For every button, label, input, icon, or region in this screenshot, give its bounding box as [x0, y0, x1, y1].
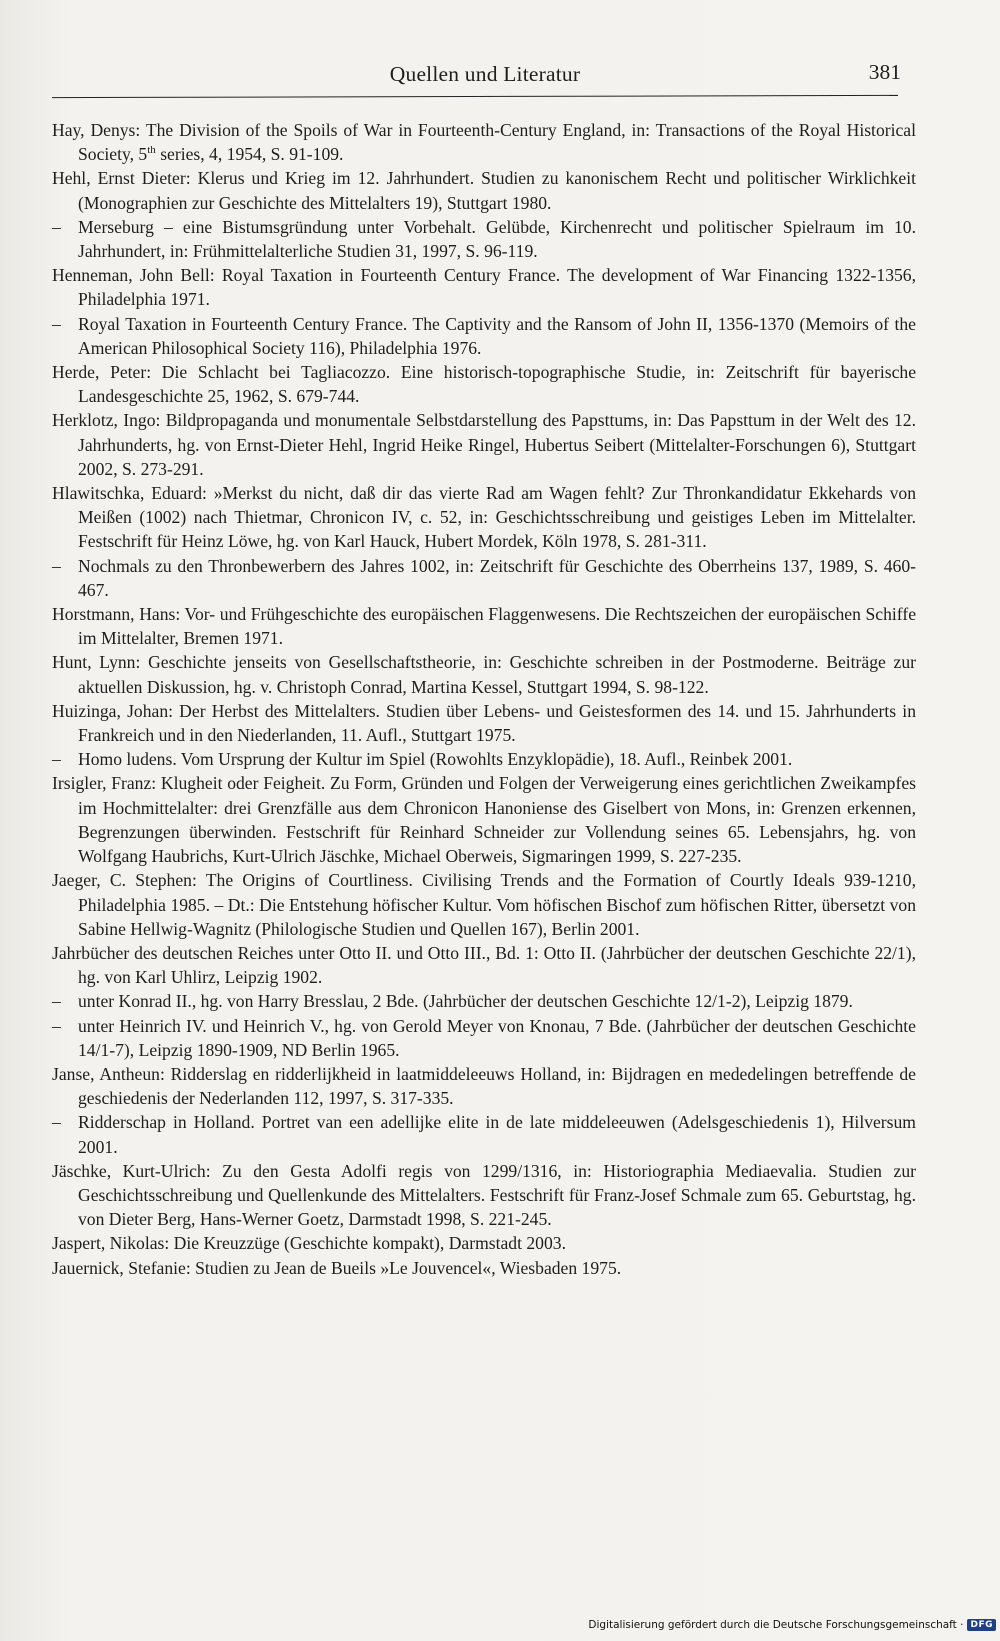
bibliography-entry [52, 1231, 916, 1255]
entry-dash: – [52, 991, 61, 1012]
footer-text: Digitalisierung gefördert durch die Deutsche Forschungsgemeinschaft · [588, 1619, 964, 1631]
bibliography-entry [52, 118, 916, 166]
bibliography-entry [52, 263, 916, 311]
page-number: 381 [868, 60, 901, 84]
entry-text: Jahrbücher des deutschen Reiches unter Otto II. und Otto III., Bd. 1: Otto II. (Jahrbücher der deutschen Geschichte 22/1), hg. von Karl Uhlirz, Leipzig 1902. [52, 942, 916, 988]
page-title: Quellen und Literatur [389, 62, 581, 86]
entry-dash: – [52, 1112, 61, 1133]
header-rule [52, 95, 898, 98]
bibliography-entry [52, 360, 916, 408]
entry-text: Janse, Antheun: Ridderslag en ridderlijkheid in laatmiddeleeuws Holland, in: Bijdragen en mededelingen betreffende de geschiedenis der Nederlanden 112, 1997, S. 317-335. [52, 1063, 916, 1109]
entry-text: Henneman, John Bell: Royal Taxation in Fourteenth Century France. The development of War Financing 1322-1356, Philadelphia 1971. [52, 265, 916, 310]
bibliography-entry-continuation [52, 312, 916, 360]
bibliography-entry [52, 602, 916, 650]
bibliography-list [52, 118, 916, 1280]
entry-text: unter Heinrich IV. und Heinrich V., hg. von Gerold Meyer von Knonau, 7 Bde. (Jahrbücher der deutschen Geschichte 14/1-7), Leipzig 1890-1909, ND Berlin 1965. [78, 1015, 916, 1060]
bibliography-entry-continuation [52, 554, 916, 602]
bibliography-entry [52, 771, 916, 868]
dfg-logo-icon: DFG [967, 1619, 996, 1631]
bibliography-entry-continuation [52, 1110, 916, 1158]
entry-text: Hay, Denys: The Division of the Spoils of War in Fourteenth-Century England, in: Transactions of the Royal Historical Society, 5th series, 4, 1954, S. 91-109. [52, 120, 916, 165]
bibliography-entry-continuation [52, 989, 916, 1013]
bibliography-entry [52, 1062, 916, 1110]
bibliography-entry-continuation [52, 1014, 916, 1062]
entry-text: Herde, Peter: Die Schlacht bei Tagliacozzo. Eine historisch-topographische Studie, in: Zeitschrift für bayerische Landesgeschichte 25, 1962, S. 679-744. [52, 362, 916, 407]
entry-text: Nochmals zu den Thronbewerbern des Jahres 1002, in: Zeitschrift für Geschichte des Oberrheins 137, 1989, S. 460-467. [78, 555, 916, 600]
bibliography-entry [52, 650, 916, 698]
entry-dash: – [52, 313, 61, 334]
entry-text: Jaspert, Nikolas: Die Kreuzzüge (Geschichte kompakt), Darmstadt 2003. [52, 1233, 566, 1254]
entry-text: Irsigler, Franz: Klugheit oder Feigheit. Zu Form, Gründen und Folgen der Verweigerung eines gerichtlichen Zweikampfes im Hochmittelalter: drei Grenzfälle aus dem Chronicon Hanoniense des Giselbert von Mons, in: Grenzen erkennen, Begrenzungen überwinden. Festschrift für Reinhard Schneider zur Vollendung seines 65. Lebensjahrs, hg. von Wolfgang Haubrichs, Kurt-Ulrich Jäschke, Michael Oberweis, Sigmaringen 1999, S. 227-235. [52, 773, 916, 867]
bibliography-entry [52, 941, 916, 989]
entry-text: Hlawitschka, Eduard: »Merkst du nicht, daß dir das vierte Rad am Wagen fehlt? Zur Thronkandidatur Ekkehards von Meißen (1002) nach Thietmar, Chronicon IV, c. 52, in: Geschichtsschreibung und geistiges Leben im Mittelalter. Festschrift für Heinz Löwe, hg. von Karl Hauck, Hubert Mordek, Köln 1978, S. 281-311. [52, 483, 916, 552]
running-header [55, 56, 915, 92]
entry-text: unter Konrad II., hg. von Harry Bresslau, 2 Bde. (Jahrbücher der deutschen Geschichte 12/1-2), Leipzig 1879. [78, 991, 853, 1012]
entry-text: Hunt, Lynn: Geschichte jenseits von Gesellschaftstheorie, in: Geschichte schreiben in der Postmoderne. Beiträge zur aktuellen Diskussion, hg. v. Christoph Conrad, Martina Kessel, Stuttgart 1994, S. 98-122. [52, 652, 916, 697]
entry-text: Jaeger, C. Stephen: The Origins of Courtliness. Civilising Trends and the Formation of Courtly Ideals 939-1210, Philadelphia 1985. – Dt.: Die Entstehung höfischer Kultur. Vom höfischen Bischof zum höfischen Ritter, übersetzt von Sabine Hellwig-Wagnitz (Philologische Studien und Quellen 167), Berlin 2001. [52, 870, 916, 939]
bibliography-entry [52, 481, 916, 554]
entry-dash: – [52, 749, 61, 770]
entry-dash: – [52, 1015, 61, 1036]
entry-text: Royal Taxation in Fourteenth Century France. The Captivity and the Ransom of John II, 1356-1370 (Memoirs of the American Philosophical Society 116), Philadelphia 1976. [78, 313, 916, 358]
entry-text: Horstmann, Hans: Vor- und Frühgeschichte des europäischen Flaggenwesens. Die Rechtszeichen der europäischen Schiffe im Mittelalter, Bremen 1971. [52, 604, 916, 649]
bibliography-entry-continuation [52, 215, 916, 263]
bibliography-entry [52, 166, 916, 214]
entry-text: Homo ludens. Vom Ursprung der Kultur im Spiel (Rowohlts Enzyklopädie), 18. Aufl., Reinbek 2001. [78, 749, 793, 770]
entry-dash: – [52, 555, 61, 576]
entry-dash: – [52, 216, 61, 237]
bibliography-entry [52, 408, 916, 481]
entry-text: Hehl, Ernst Dieter: Klerus und Krieg im 12. Jahrhundert. Studien zu kanonischem Recht und politischer Wirklichkeit (Monographien zur Geschichte des Mittelalters 19), Stuttgart 1980. [52, 168, 916, 213]
entry-text: Huizinga, Johan: Der Herbst des Mittelalters. Studien über Lebens- und Geistesformen des 14. und 15. Jahrhunderts in Frankreich und in den Niederlanden, 11. Aufl., Stuttgart 1975. [52, 700, 916, 746]
entry-text: Merseburg – eine Bistumsgründung unter Vorbehalt. Gelübde, Kirchenrecht und politischer Spielraum im 10. Jahrhundert, in: Frühmittelalterliche Studien 31, 1997, S. 96-119. [78, 216, 916, 262]
bibliography-entry-continuation [52, 747, 916, 771]
digitization-footer [588, 1619, 996, 1631]
bibliography-entry [52, 868, 916, 941]
bibliography-entry [52, 1159, 916, 1232]
entry-text: Jauernick, Stefanie: Studien zu Jean de Bueils »Le Jouvencel«, Wiesbaden 1975. [52, 1257, 622, 1278]
bibliography-entry [52, 1256, 916, 1280]
bibliography-entry [52, 699, 916, 747]
entry-text: Ridderschap in Holland. Portret van een adellijke elite in de late middeleeuwen (Adelsgeschiedenis 1), Hilversum 2001. [78, 1112, 916, 1157]
entry-text: Herklotz, Ingo: Bildpropaganda und monumentale Selbstdarstellung des Papsttums, in: Das Papsttum in der Welt des 12. Jahrhunderts, hg. von Ernst-Dieter Hehl, Ingrid Heike Ringel, Hubertus Seibert (Mittelalter-Forschungen 6), Stuttgart 2002, S. 273-291. [52, 410, 916, 479]
entry-text: Jäschke, Kurt-Ulrich: Zu den Gesta Adolfi regis von 1299/1316, in: Historiographia Mediaevalia. Studien zur Geschichtsschreibung und Quellenkunde des Mittelalters. Festschrift für Franz-Josef Schmale zum 65. Geburtstag, hg. von Dieter Berg, Hans-Werner Goetz, Darmstadt 1998, S. 221-245. [52, 1160, 916, 1230]
